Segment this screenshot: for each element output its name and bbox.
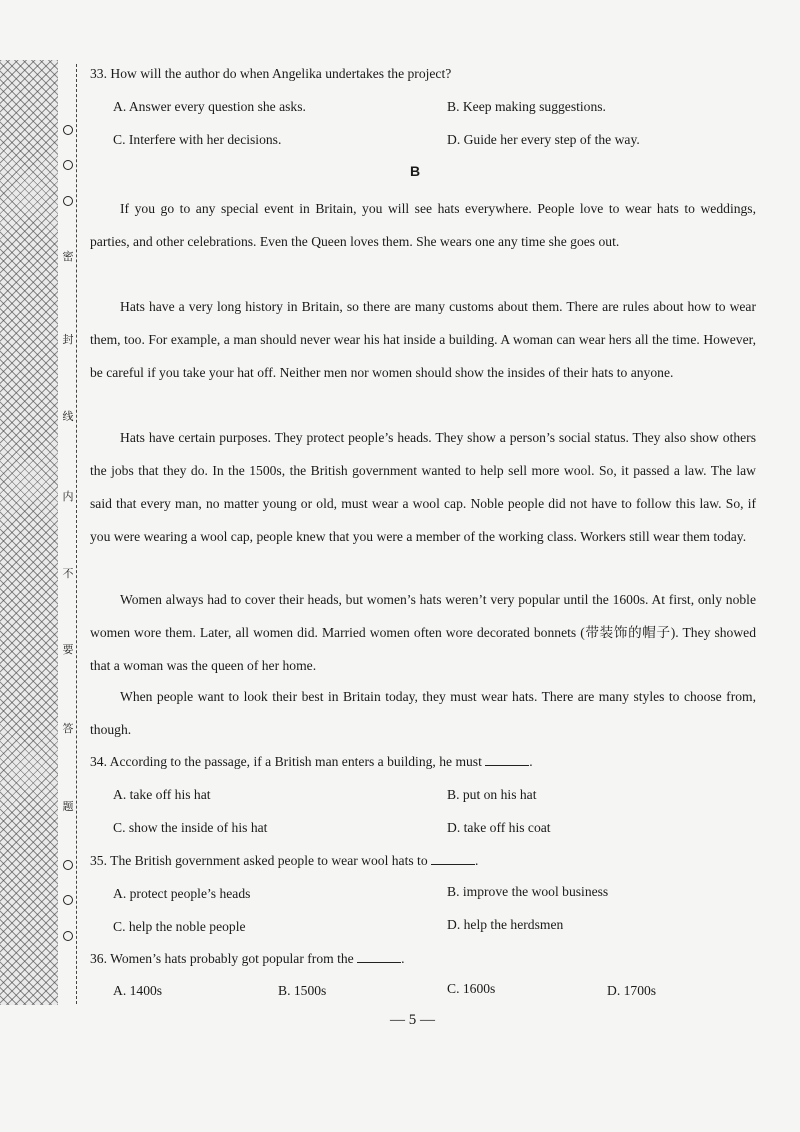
question-35-option-a[interactable]: A. protect people’s heads xyxy=(113,886,251,901)
question-34-option-a[interactable]: A. take off his hat xyxy=(113,787,211,802)
passage-paragraph-1: If you go to any special event in Britain, you will see hats everywhere. People love to wear hats to weddings, parties, and other celebrations. Even the Queen loves them. She wears one any time she goes out. xyxy=(90,201,756,249)
page-number: — 5 — xyxy=(390,1012,435,1028)
answer-blank xyxy=(431,852,475,865)
binding-margin-hatch xyxy=(0,60,58,1005)
question-36-option-c[interactable]: C. 1600s xyxy=(447,981,496,996)
seal-char: 内 xyxy=(62,490,74,503)
question-36-option-a[interactable]: A. 1400s xyxy=(113,983,163,998)
question-34-option-c[interactable]: C. show the inside of his hat xyxy=(113,820,268,835)
seal-char: 答 xyxy=(62,722,74,735)
question-36-option-d[interactable]: D. 1700s xyxy=(607,983,657,998)
question-33-option-b[interactable]: B. Keep making suggestions. xyxy=(447,99,606,114)
passage-paragraph-4: Women always had to cover their heads, but women’s hats weren’t very popular until the 1600s. At first, only noble women wore them. Later, all women did. Married women often wore decorated bonnets (带装饰的帽子). They showed that a woman was the queen of her home. xyxy=(90,592,756,673)
question-36-text: 36. Women’s hats probably got popular from the xyxy=(90,951,354,966)
question-35-option-b[interactable]: B. improve the wool business xyxy=(447,884,609,899)
passage-paragraph-2: Hats have a very long history in Britain, so there are many customs about them. There are rules about how to wear them, too. For example, a man should never wear his hat inside a building. A woman can wear hers all the time. However, be careful if you take your hat off. Neither men nor women should show the insides of their hats to anyone. xyxy=(90,299,756,380)
seal-circle xyxy=(63,931,73,941)
question-34-text: 34. According to the passage, if a British man enters a building, he must xyxy=(90,754,482,769)
question-33-stem: 33. How will the author do when Angelika undertakes the project? xyxy=(90,66,452,81)
seal-circle xyxy=(63,196,73,206)
seal-char: 题 xyxy=(62,800,74,813)
question-33-option-a[interactable]: A. Answer every question she asks. xyxy=(113,99,306,114)
seal-char: 要 xyxy=(62,643,74,656)
question-34-option-b[interactable]: B. put on his hat xyxy=(447,787,537,802)
answer-blank xyxy=(357,950,401,963)
seal-circle xyxy=(63,860,73,870)
question-33-option-d[interactable]: D. Guide her every step of the way. xyxy=(447,132,640,147)
seal-char: 密 xyxy=(62,250,74,263)
seal-dashed-line xyxy=(76,64,77,1004)
seal-circle xyxy=(63,160,73,170)
question-35-text: 35. The British government asked people to wear wool hats to xyxy=(90,853,428,868)
seal-circle xyxy=(63,125,73,135)
question-35-stem: 35. The British government asked people to wear wool hats to . xyxy=(90,853,479,868)
question-35-option-c[interactable]: C. help the noble people xyxy=(113,919,246,934)
seal-char: 线 xyxy=(62,410,74,423)
question-34-option-d[interactable]: D. take off his coat xyxy=(447,820,551,835)
seal-char: 不 xyxy=(62,567,74,580)
question-34-stem: 34. According to the passage, if a British man enters a building, he must . xyxy=(90,754,533,769)
question-36-option-b[interactable]: B. 1500s xyxy=(278,983,327,998)
passage-paragraph-3: Hats have certain purposes. They protect people’s heads. They show a person’s social status. They also show others the jobs that they do. In the 1500s, the British government wanted to help sell more wool. So, it passed a law. The law said that every man, no matter young or old, must wear a wool cap. Noble people did not have to follow this law. So, if you were wearing a wool cap, people knew that you were a member of the working class. Workers still wear them today. xyxy=(90,430,756,544)
answer-blank xyxy=(485,753,529,766)
passage-paragraph-5: When people want to look their best in Britain today, they must wear hats. There are many styles to choose from, though. xyxy=(90,689,756,737)
question-33-option-c[interactable]: C. Interfere with her decisions. xyxy=(113,132,282,147)
question-35-option-d[interactable]: D. help the herdsmen xyxy=(447,917,564,932)
seal-circle xyxy=(63,895,73,905)
question-36-stem: 36. Women’s hats probably got popular from the . xyxy=(90,951,405,966)
seal-char: 封 xyxy=(62,333,74,346)
section-heading: B xyxy=(410,163,421,179)
